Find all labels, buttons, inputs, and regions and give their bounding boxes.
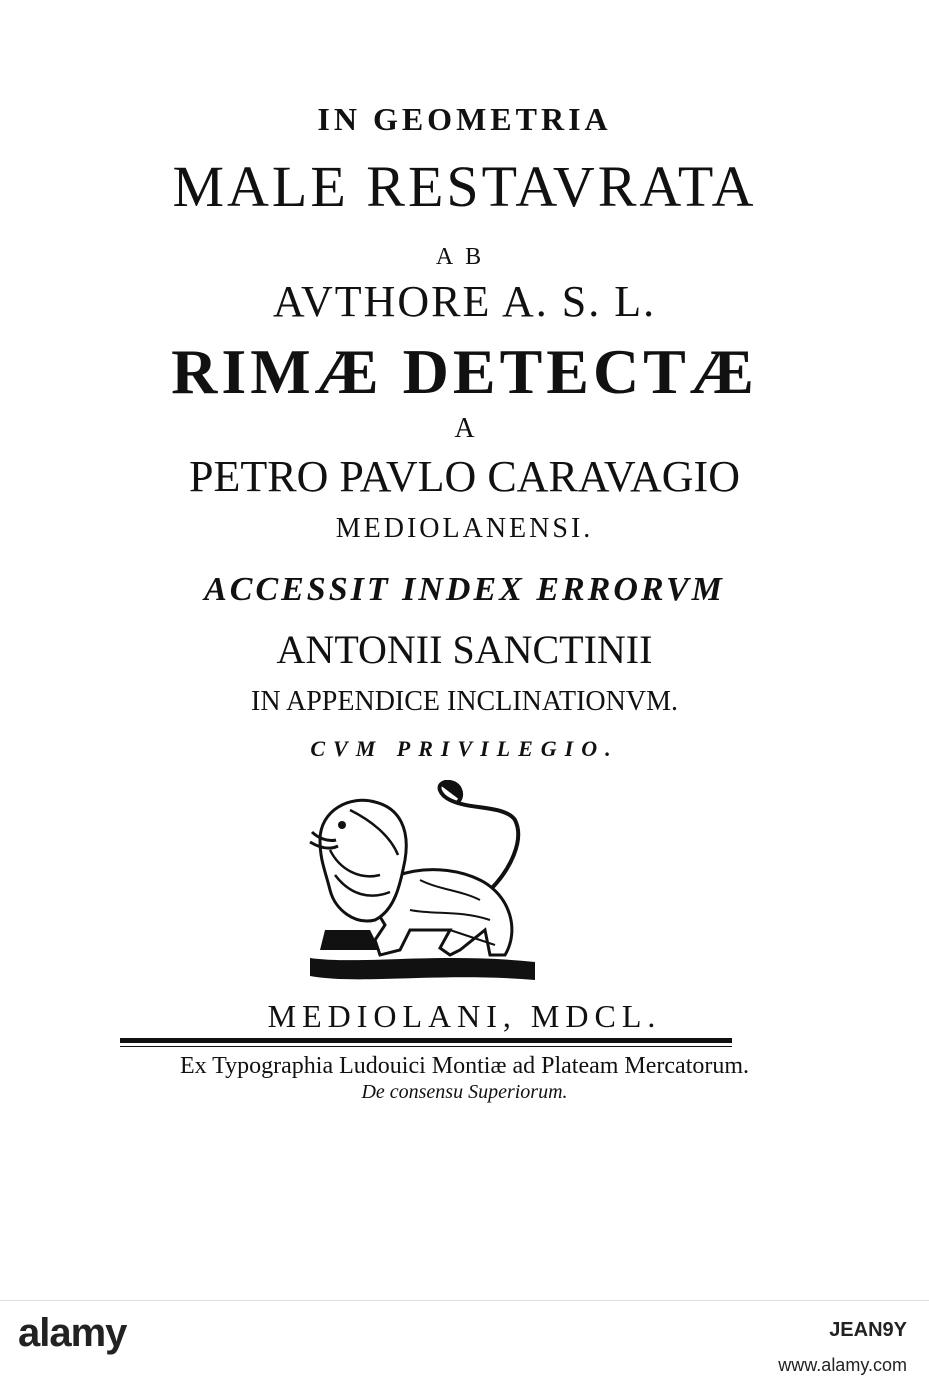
imprint-rule-thick <box>120 1038 732 1043</box>
site-url: www.alamy.com <box>778 1355 907 1375</box>
privilege-line: CVM PRIVILEGIO. <box>310 736 619 761</box>
imprint-consent: De consensu Superiorum. <box>361 1081 568 1103</box>
title-line-3: AB <box>435 244 494 270</box>
author-name: PETRO PAVLO CARAVAGIO <box>189 452 740 501</box>
accessit-line: ACCESSIT INDEX ERRORVM <box>204 571 725 608</box>
title-line-6: A <box>454 413 475 444</box>
stock-watermark-bar <box>0 1300 929 1391</box>
author-origin: MEDIOLANENSI. <box>335 513 594 544</box>
imprint-printer: Ex Typographia Ludouici Montiæ ad Plateam Mercatorum. <box>179 1053 750 1079</box>
imprint-place: MEDIOLANI, MDCL. <box>267 998 662 1034</box>
image-id: JEAN9Y <box>829 1319 907 1341</box>
title-line-5: RIMÆ DETECTÆ <box>171 336 758 407</box>
imprint-rule-thin <box>120 1046 732 1047</box>
title-line-2: MALE RESTAVRATA <box>172 154 757 219</box>
title-line-1: IN GEOMETRIA <box>317 101 612 137</box>
appendix-line: IN APPENDICE INCLINATIONVM. <box>251 686 678 717</box>
alamy-logo: alamy <box>18 1311 127 1355</box>
second-author: ANTONII SANCTINII <box>276 627 653 672</box>
author-line: AVTHORE A. S. L. <box>272 277 657 326</box>
lion-emblem-icon <box>300 780 560 990</box>
